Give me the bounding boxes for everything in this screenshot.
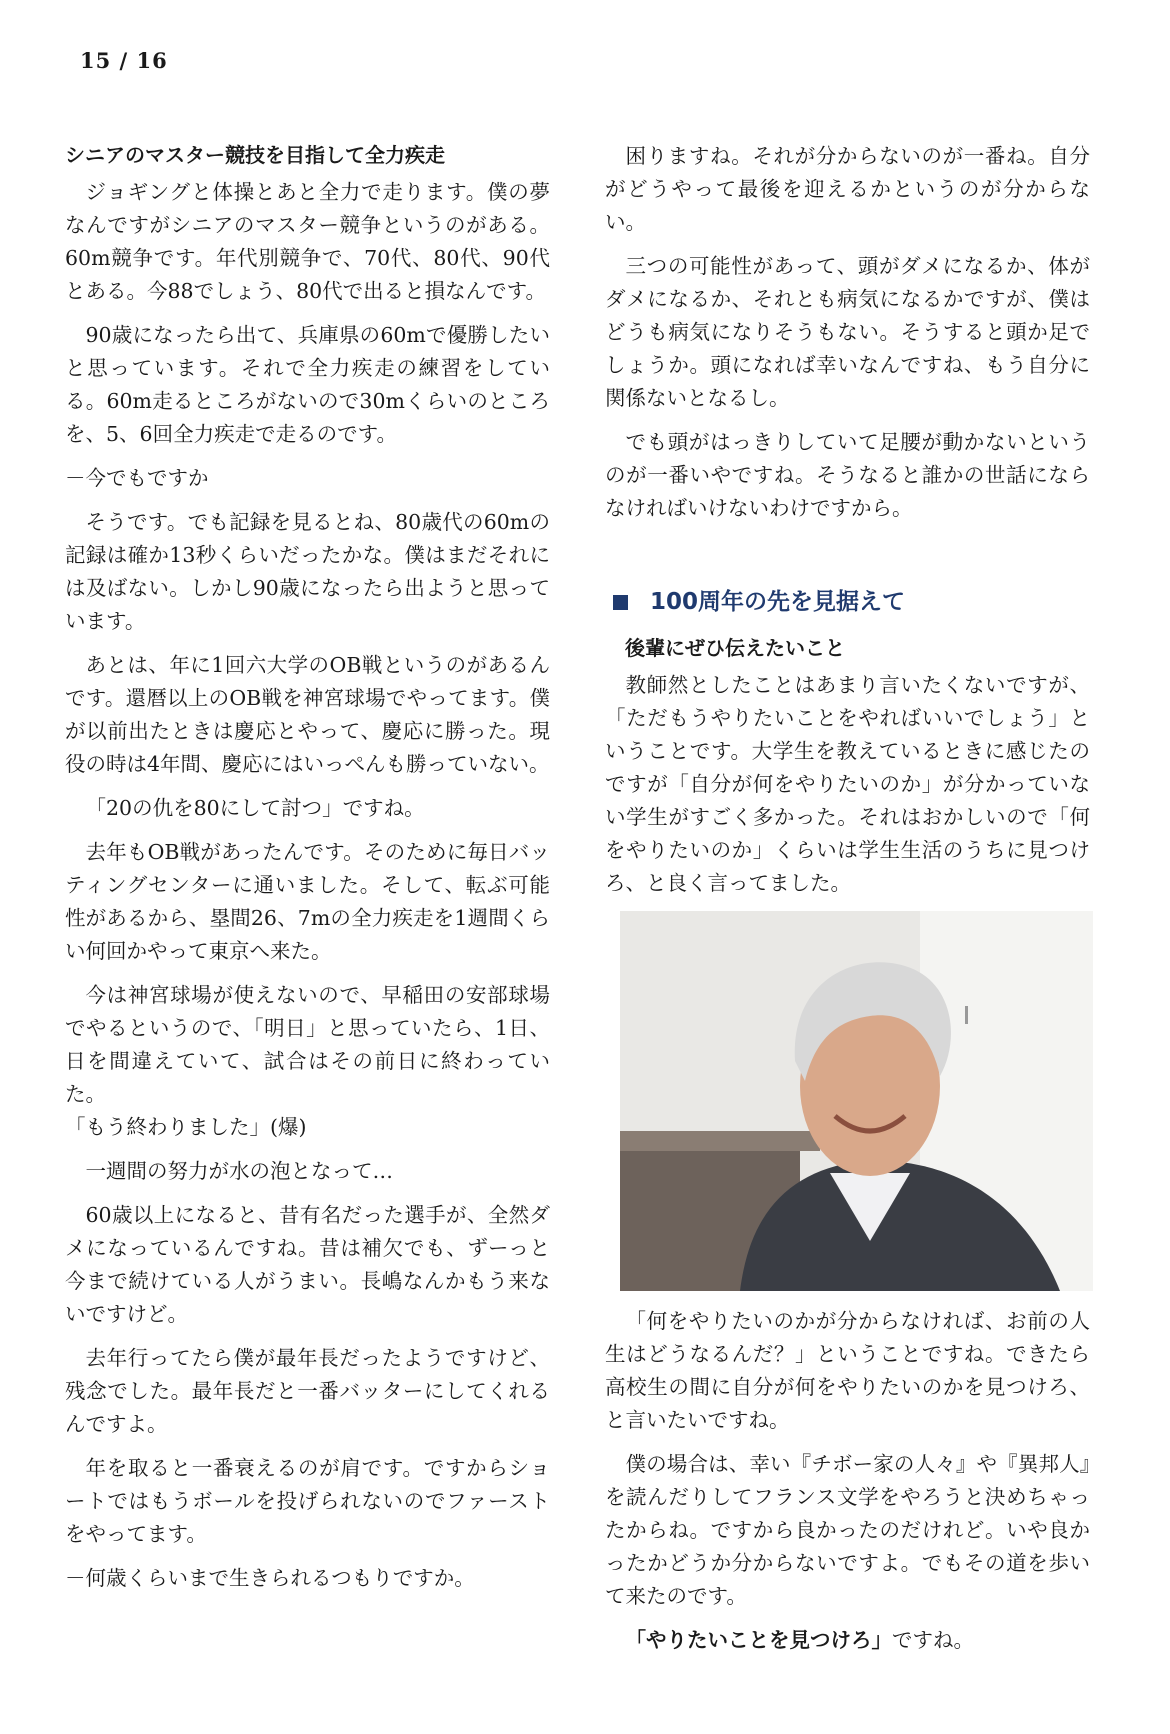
square-bullet-icon — [613, 595, 628, 610]
paragraph: 去年行ってたら僕が最年長だったようですけど、残念でした。最年長だと一番バッターにしてくれるんですよ。 — [65, 1346, 550, 1436]
section-heading-text: 100周年の先を見据えて — [650, 589, 906, 615]
paragraph: そうです。でも記録を見るとね、80歳代の60mの記録は確か13秒くらいだったかな。僕はまだそれには及ばない。しかし90歳になったら出ようと思っています。 — [65, 510, 550, 633]
interviewer-question: －何歳くらいまで生きられるつもりですか。 — [65, 1566, 475, 1590]
paragraph: 60歳以上になると、昔有名だった選手が、全然ダメになっているんですね。昔は補欠でも、ずーっと今まで続けている人がうまい。長嶋なんかもう来ないですけど。 — [65, 1203, 550, 1326]
closing-emphasis: 「やりたいことを見つけろ」 — [625, 1628, 892, 1652]
interviewer-question: 「20の仇を80にして討つ」ですね。 — [85, 796, 425, 820]
subsection-heading: 後輩にぜひ伝えたいこと — [625, 636, 845, 660]
paragraph: ジョギングと体操とあと全力で走ります。僕の夢なんですがシニアのマスター競争というのがある。60m競争です。年代別競争で、70代、80代、90代とある。今88でしょう、80代で出ると損なんです。 — [65, 180, 550, 303]
left-column — [65, 140, 550, 1606]
paragraph: 「もう終わりました」(爆) — [65, 1115, 307, 1139]
portrait-photo — [620, 911, 1093, 1291]
paragraph: 「何をやりたいのかが分からなければ、お前の人生はどうなるんだ？」ということですね。できたら高校生の間に自分が何をやりたいのかを見つけろ、と言いたいですね。 — [605, 1309, 1090, 1432]
interviewer-question: 一週間の努力が水の泡となって… — [85, 1159, 393, 1183]
paragraph: あとは、年に1回六大学のOB戦というのがあるんです。還暦以上のOB戦を神宮球場でやってます。僕が以前出たときは慶応とやって、慶応に勝った。現役の時は4年間、慶応にはいっぺんも勝っていない。 — [65, 653, 550, 776]
paragraph: 去年もOB戦があったんです。そのために毎日バッティングセンターに通いました。そして、転ぶ可能性があるから、塁間26、7mの全力疾走を1週間くらい何回かやって東京へ来た。 — [65, 840, 550, 963]
interviewer-question: －今でもですか — [65, 466, 209, 490]
paragraph: 90歳になったら出て、兵庫県の60mで優勝したいと思っています。それで全力疾走の練習をしている。60m走るところがないので30mくらいのところを、5、6回全力疾走で走るのです。 — [65, 323, 550, 446]
paragraph: 僕の場合は、幸い『チボー家の人々』や『異邦人』を読んだりしてフランス文学をやろうと決めちゃったからね。ですから良かったのだけれど。いや良かったかどうか分からないですよ。でもその道を歩いて来たのです。 — [605, 1452, 1090, 1608]
section-heading — [605, 585, 1090, 619]
paragraph: 教師然としたことはあまり言いたくないですが、「ただもうやりたいことをやればいいでしょう」ということです。大学生を教えているときに感じたのですが「自分が何をやりたいのか」が分かっていない学生がすごく多かった。それはおかしいので「何をやりたいのか」くらいは学生生活のうちに見つけろ、と良く言ってました。 — [605, 673, 1090, 895]
paragraph: でも頭がはっきりしていて足腰が動かないというのが一番いやですね。そうなると誰かの世話にならなければいけないわけですから。 — [605, 430, 1090, 520]
paragraph: 三つの可能性があって、頭がダメになるか、体がダメになるか、それとも病気になるかですが、僕はどうも病気になりそうもない。そうすると頭か足でしょうか。頭になれば幸いなんですね、もう自分に関係ないとなるし。 — [605, 254, 1090, 410]
page-number: 15 / 16 — [80, 48, 168, 73]
paragraph: 今は神宮球場が使えないので、早稲田の安部球場でやるというので、「明日」と思っていたら、1日、日を間違えていて、試合はその前日に終わっていた。 — [65, 983, 550, 1106]
paragraph: 年を取ると一番衰えるのが肩です。ですからショートではもうボールを投げられないのでファーストをやってます。 — [65, 1456, 550, 1546]
paragraph: 困りますね。それが分からないのが一番ね。自分がどうやって最後を迎えるかというのが分からない。 — [605, 144, 1090, 234]
right-column — [605, 140, 1090, 1668]
closing-line — [605, 1624, 1090, 1657]
subsection-heading: シニアのマスター競技を目指して全力疾走 — [65, 143, 445, 167]
closing-rest: ですね。 — [892, 1628, 974, 1652]
portrait-illustration — [620, 911, 1093, 1291]
